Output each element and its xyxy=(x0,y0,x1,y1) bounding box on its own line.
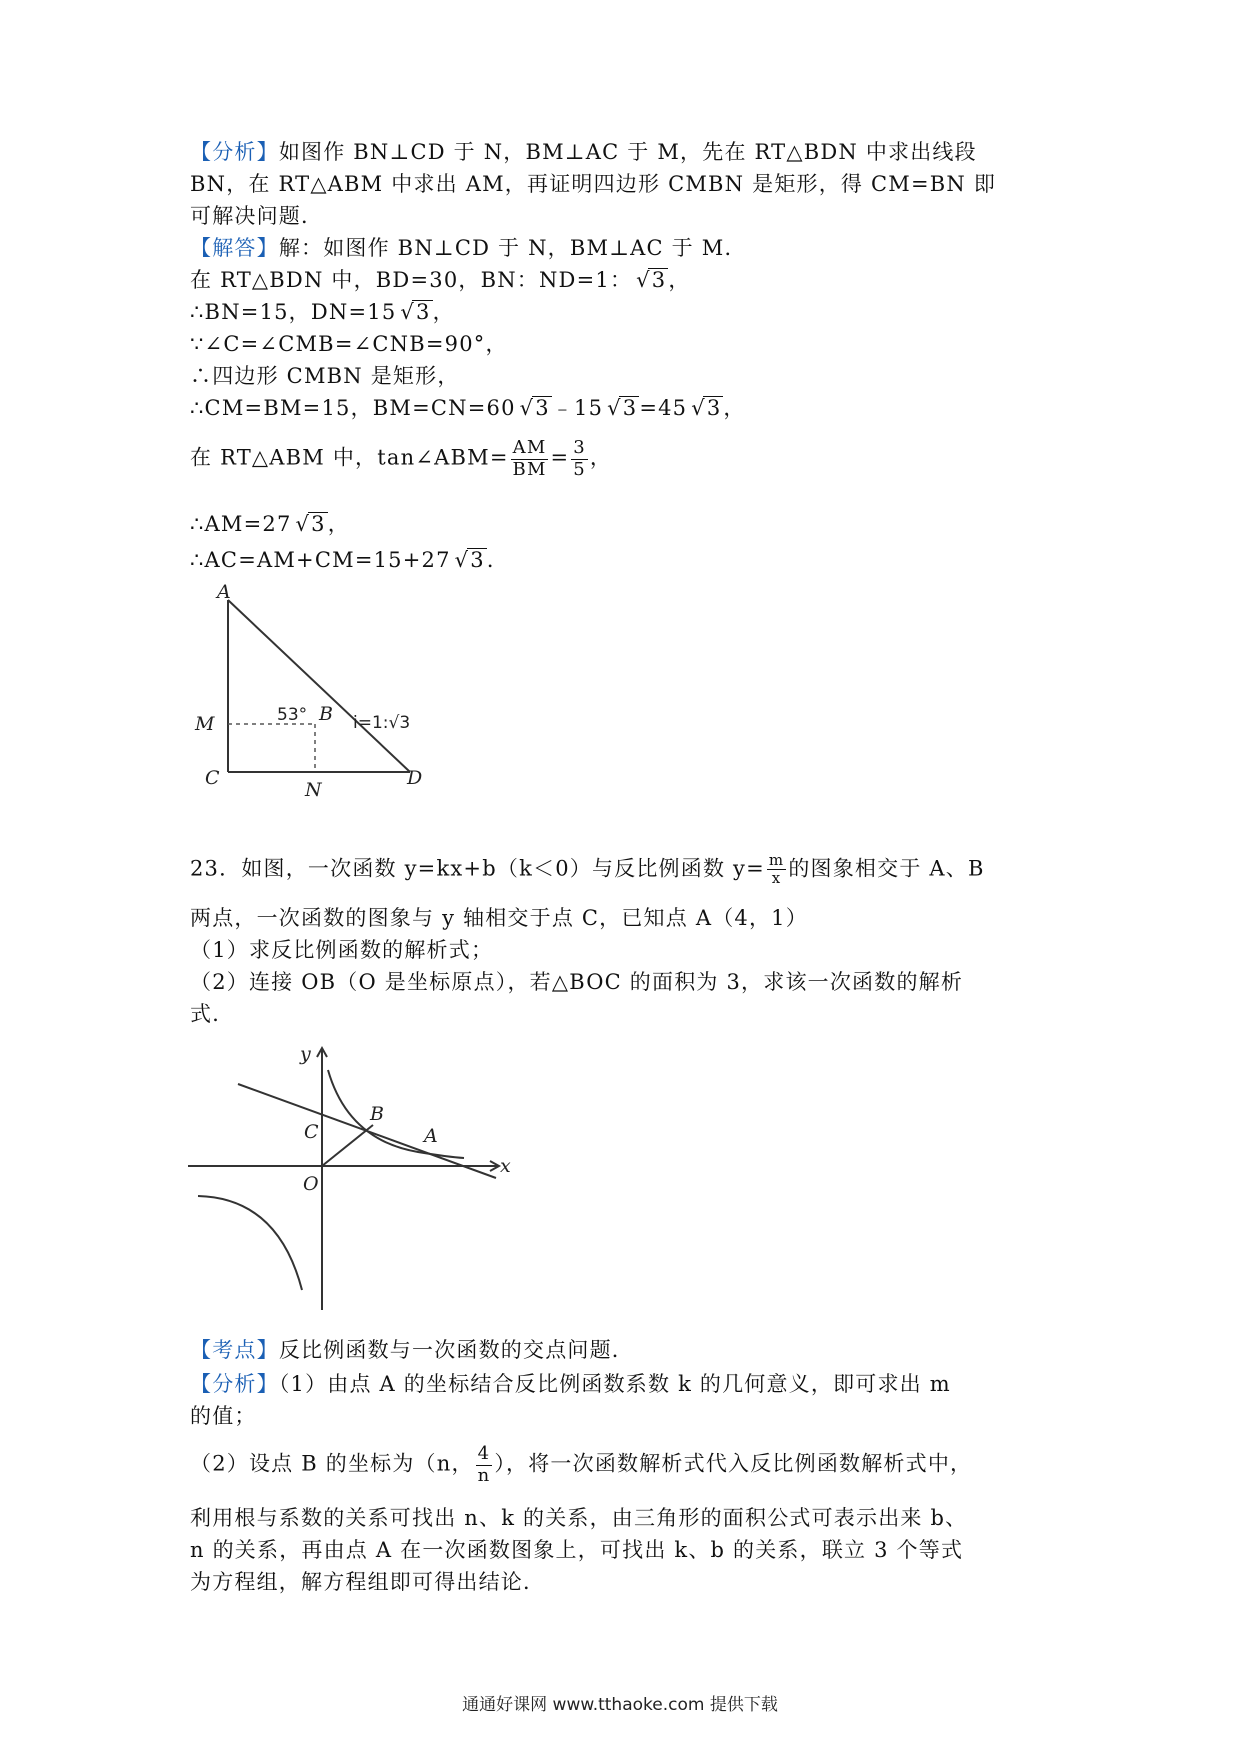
step2-end: ， xyxy=(432,300,455,324)
sqrt-3: √ 3 xyxy=(619,396,639,420)
q23-analysis-text-1: （1）由点 A 的坐标结合反比例函数系数 k 的几何意义，即可求出 m xyxy=(278,1372,951,1396)
solution-step-8 xyxy=(190,544,509,574)
function-graph-figure xyxy=(188,1040,518,1310)
solution-line-1 xyxy=(190,232,747,262)
analysis-tag: 【分析】 xyxy=(190,140,279,164)
sqrt-3: √ 3 xyxy=(532,396,552,420)
angle-label: 53° xyxy=(277,705,308,725)
label-b: B xyxy=(319,703,333,725)
analysis-tag: 【分析】 xyxy=(190,1372,279,1396)
step5-text: ∴CM=BM=15，BM=CN=60 xyxy=(190,396,516,420)
segment-ad xyxy=(228,600,410,772)
fraction-m-x xyxy=(767,852,786,888)
q23-line-2: 两点，一次函数的图象与 y 轴相交于点 C，已知点 A（4，1） xyxy=(190,906,808,930)
q23-text-a: 23．如图，一次函数 y=kx+b（k＜0）与反比例函数 y= xyxy=(190,856,765,881)
frac-num: 3 xyxy=(573,437,586,458)
step6-end: ， xyxy=(589,445,613,470)
label-c: C xyxy=(205,767,220,789)
frac-num: m xyxy=(768,851,785,869)
frac-num: AM xyxy=(512,437,547,458)
analysis-line-3: 可解决问题． xyxy=(190,204,324,228)
page-footer: 通通好课网 www.tthaoke.com 提供下载 xyxy=(462,1695,778,1715)
q23-analysis-line-3 xyxy=(190,1444,972,1486)
step6-text: 在 RT△ABM 中，tan∠ABM= xyxy=(190,445,509,470)
sqrt-3: √ 3 xyxy=(467,548,487,572)
step2-text: ∴BN=15，DN=15 xyxy=(190,300,397,324)
fraction-4-n xyxy=(476,1444,493,1486)
q23-text-b: 的图象相交于 A、B xyxy=(788,856,985,881)
step8-end: ． xyxy=(486,548,510,572)
q23-line-4: （2）连接 OB（O 是坐标原点），若△BOC 的面积为 3，求该一次函数的解析 xyxy=(190,970,964,994)
analysis-line-2: BN，在 RT△ABM 中求出 AM，再证明四边形 CMBN 是矩形，得 CM=BN 即 xyxy=(190,172,997,196)
q23-line-3: （1）求反比例函数的解析式； xyxy=(190,938,494,962)
kaodian-tag: 【考点】 xyxy=(190,1338,279,1362)
a2-text-a: （2）设点 B 的坐标为（n， xyxy=(190,1451,474,1476)
sqrt-3: √ 3 xyxy=(703,396,723,420)
q23-analysis-line-1 xyxy=(190,1368,951,1398)
label-y: y xyxy=(300,1043,311,1065)
step6-eq: = xyxy=(550,445,570,470)
step5-eq: =45 xyxy=(639,396,688,420)
label-d: D xyxy=(407,767,423,789)
frac-den: 5 xyxy=(573,458,586,480)
q23-analysis-line-5: n 的关系，再由点 A 在一次函数图象上，可找出 k、b 的关系，联立 3 个等式 xyxy=(190,1538,964,1562)
analysis-text-1: 如图作 BN⊥CD 于 N，BM⊥AC 于 M，先在 RT△BDN 中求出线段 xyxy=(278,140,977,164)
label-b: B xyxy=(370,1103,384,1125)
step7-end: ， xyxy=(327,512,350,536)
frac-den: BM xyxy=(512,458,547,480)
frac-den: n xyxy=(477,1464,491,1486)
step1-end: ， xyxy=(668,268,691,292)
q23-analysis-line-6: 为方程组，解方程组即可得出结论． xyxy=(190,1570,546,1594)
solution-step-6 xyxy=(190,438,612,480)
label-n: N xyxy=(305,779,322,801)
label-a: A xyxy=(424,1125,438,1147)
step5-end: ， xyxy=(723,396,746,420)
q23-analysis-line-2: 的值； xyxy=(190,1404,257,1428)
segment-ob xyxy=(322,1125,373,1166)
a2-text-b: ），将一次函数解析式代入反比例函数解析式中， xyxy=(494,1451,973,1476)
triangle-figure xyxy=(185,580,445,810)
solution-step-2 xyxy=(190,296,455,326)
solution-step-7 xyxy=(190,508,350,538)
q23-line-5: 式． xyxy=(190,1002,235,1026)
solution-step-4: ∴四边形 CMBN 是矩形， xyxy=(190,364,460,388)
hyperbola-branch-2 xyxy=(198,1196,302,1290)
step8-text: ∴AC=AM+CM=15+27 xyxy=(190,548,451,572)
sqrt-3: √ 3 xyxy=(308,512,328,536)
label-o: O xyxy=(303,1173,319,1195)
fraction-3-5 xyxy=(571,438,588,480)
label-m: M xyxy=(195,713,215,735)
label-x: x xyxy=(500,1155,511,1177)
q23-line-1 xyxy=(190,852,985,888)
solution-tag: 【解答】 xyxy=(190,236,279,260)
step1-text: 在 RT△BDN 中，BD=30，BN：ND=1： xyxy=(190,268,633,292)
fraction-am-bm xyxy=(511,438,549,480)
sqrt-3: √ 3 xyxy=(412,300,432,324)
slope-label: i=1:√3 xyxy=(353,713,411,733)
solution-step-3: ∵∠C=∠CMB=∠CNB=90°， xyxy=(190,332,508,356)
step5-minus: ﹣15 xyxy=(551,396,604,420)
kaodian-text: 反比例函数与一次函数的交点问题． xyxy=(278,1338,635,1362)
solution-step-1 xyxy=(190,264,691,294)
analysis-line-1 xyxy=(190,136,977,166)
sqrt-3: √ 3 xyxy=(648,268,668,292)
step7-text: ∴AM=27 xyxy=(190,512,292,536)
label-c: C xyxy=(304,1121,319,1143)
frac-den: x xyxy=(771,869,782,888)
solution-text-1: 解：如图作 BN⊥CD 于 N，BM⊥AC 于 M． xyxy=(278,236,747,260)
frac-num: 4 xyxy=(477,1443,491,1464)
label-a: A xyxy=(217,581,231,603)
kaodian-line xyxy=(190,1334,634,1364)
q23-analysis-line-4: 利用根与系数的关系可找出 n、k 的关系，由三角形的面积公式可表示出来 b、 xyxy=(190,1506,968,1530)
solution-step-5 xyxy=(190,392,746,422)
